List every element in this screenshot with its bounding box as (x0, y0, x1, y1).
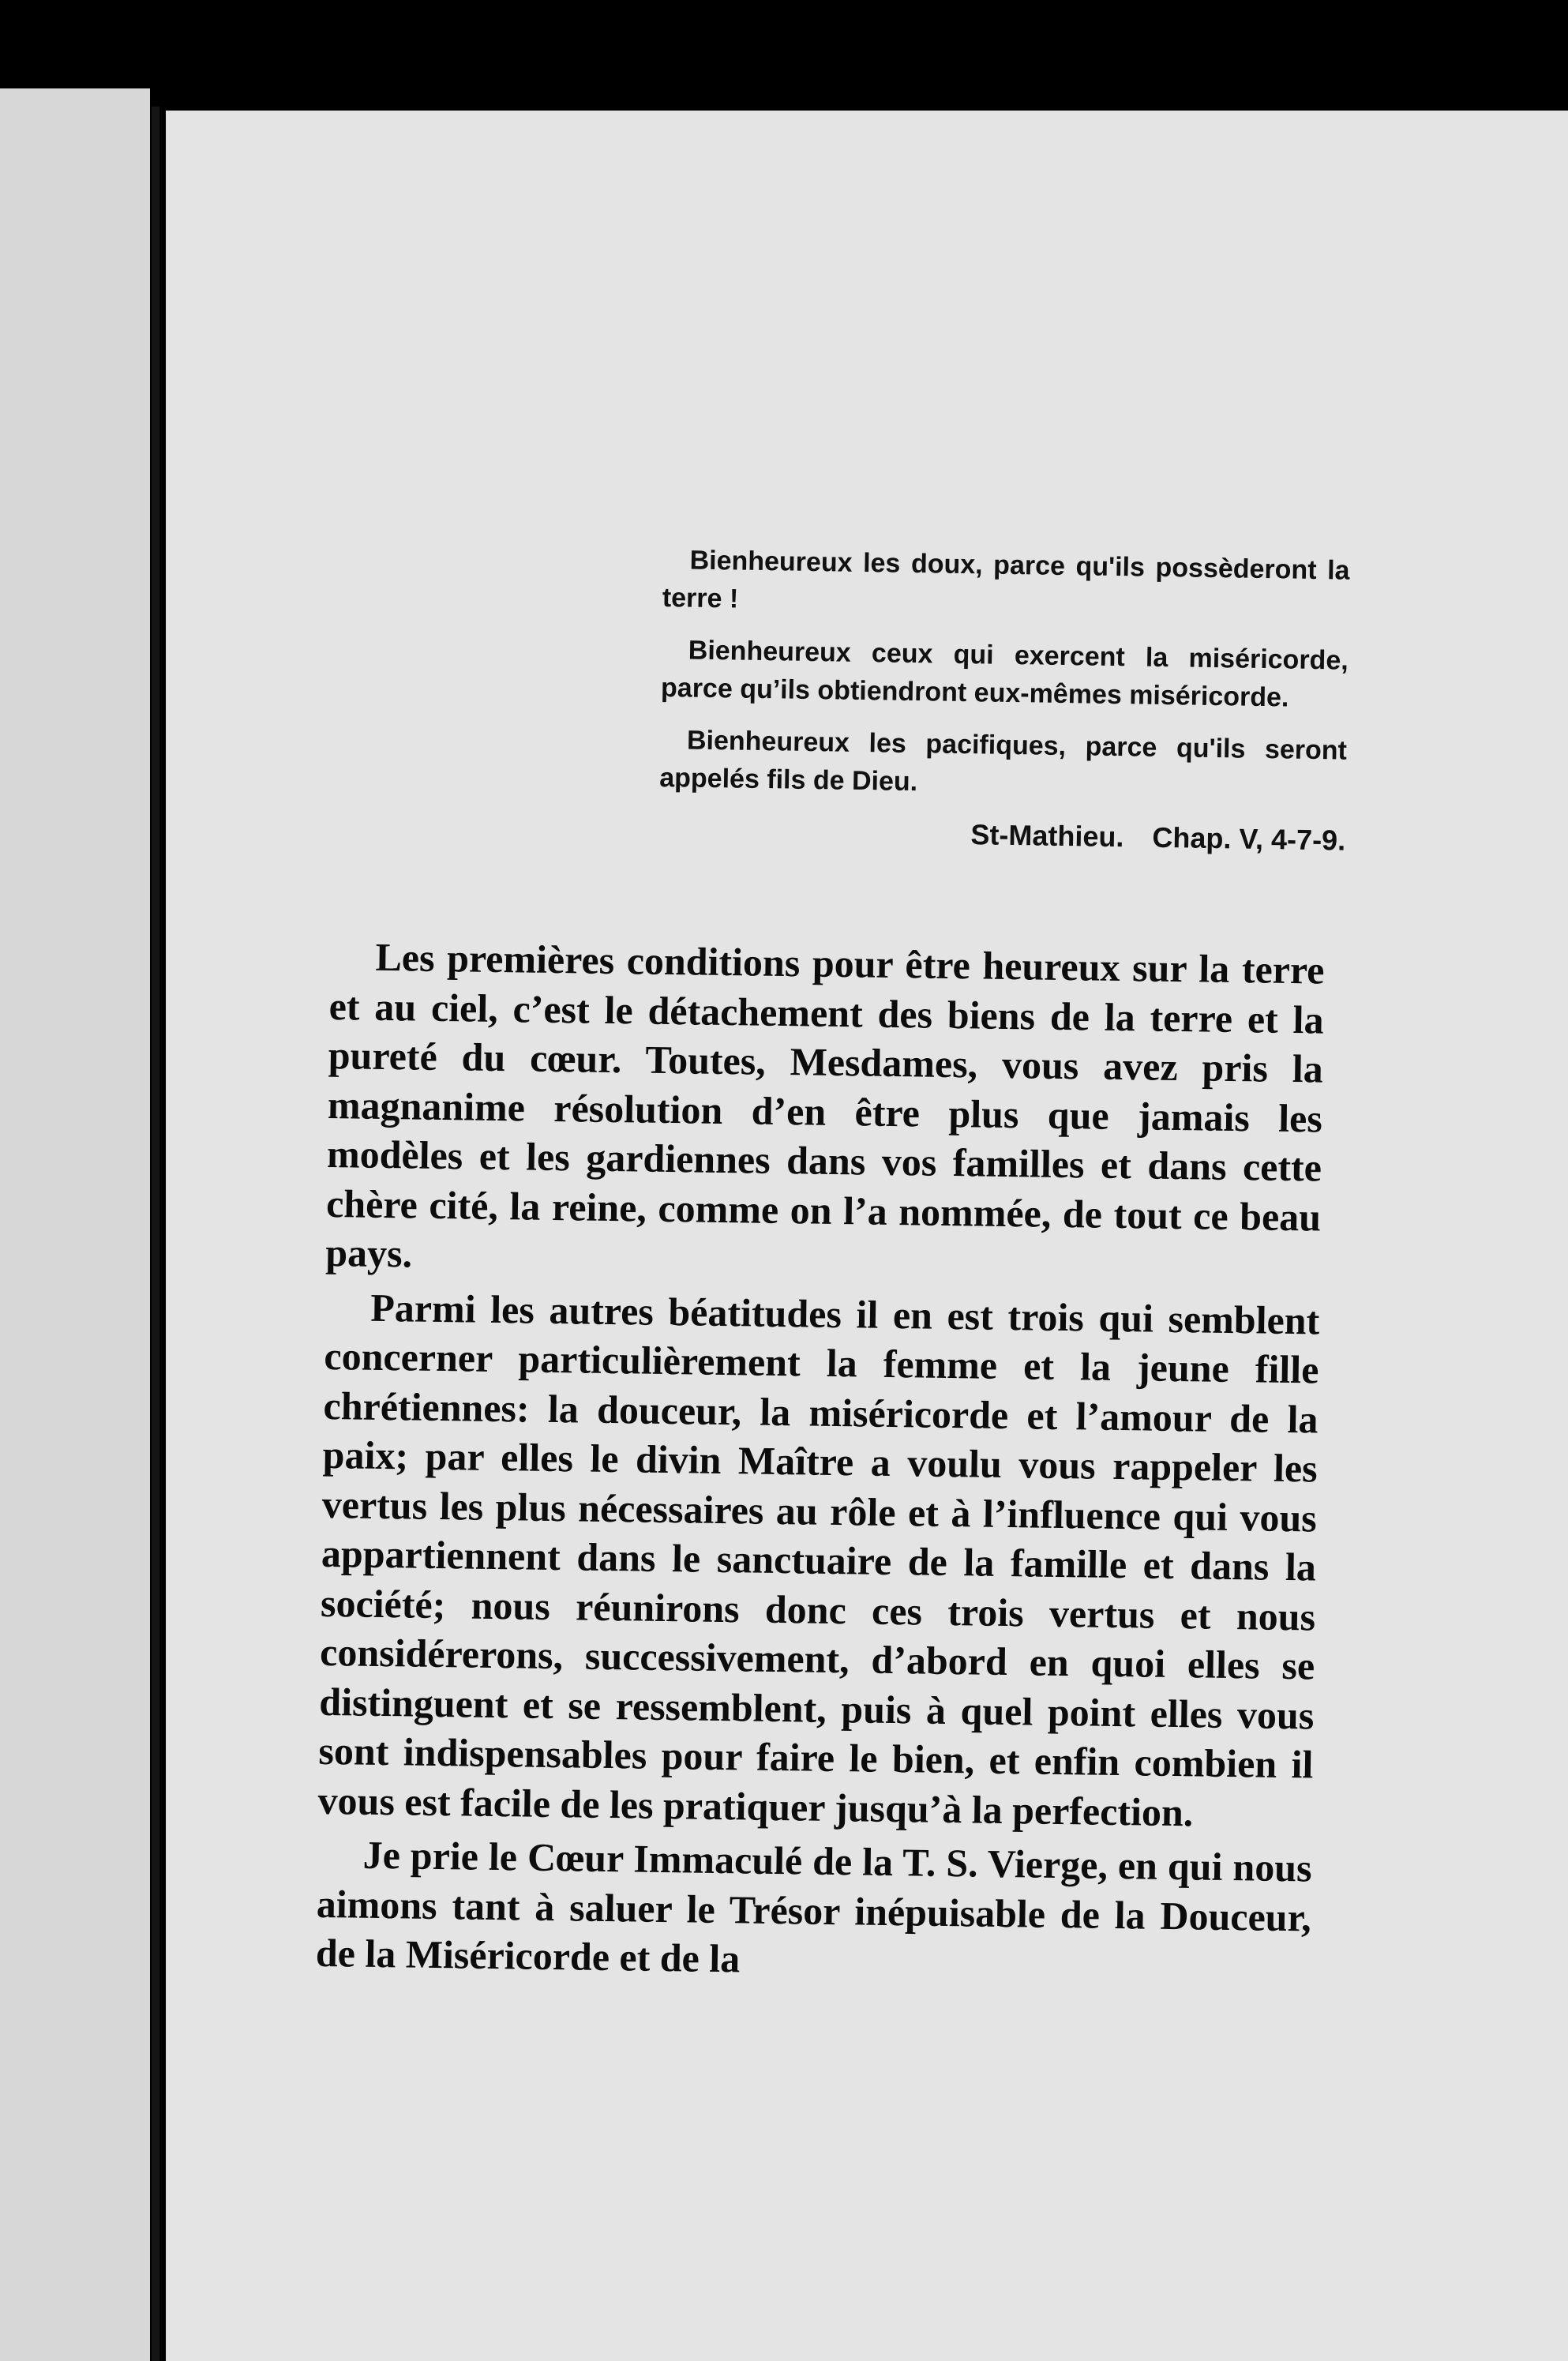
epigraph-attribution (658, 811, 1346, 860)
paragraph: Parmi les autres béatitudes il en est trois qui semblent concerner particulièrement la femme et la jeune fille chrétiennes: la douceur, la miséricorde et l’amour de la paix; par elles le divin Maître a voulu vous rappeler les vertus les plus nécessaires au rôle et à l’influence qui vous appartiennent dans le sanctuaire de la famille et dans la société; nous réunirons donc ces trois vertus et nous considérerons, successivement, d’abord en quoi elles se distinguent et se ressemblent, puis à quel point elles vous sont indispensables pour faire le bien, et enfin combien il vous est facile de les pratiquer jusqu’à la perfection. (317, 1285, 1320, 1834)
paragraph: Je prie le Cœur Immaculé de la T. S. Vierge, en qui nous aimons tant à saluer le Trésor inépuisable de la Douceur, de la Miséricorde et de la (315, 1832, 1312, 1981)
paragraph: Les premières conditions pour être heureux sur la terre et au ciel, c’est le détachement des biens de la terre et la pureté du cœur. Toutes, Mesdames, vous avez pris la magnanime résolution d’en être plus que jamais les modèles et les gardiennes dans vos familles et dans cette chère cité, la reine, comme on l’a nommée, de tout ce beau pays. (324, 934, 1325, 1276)
epigraph-chapter: Chap. V, 4-7-9. (1152, 820, 1346, 857)
adjacent-page-edge (0, 88, 150, 2361)
body-text (315, 932, 1324, 1996)
binding-gutter-line (152, 107, 159, 2361)
epigraph-verse: Bienheureux ceux qui exercent la miséricorde, parce qu’ils obtiendront eux-mêmes miséricorde. (660, 635, 1349, 713)
epigraph (658, 541, 1350, 874)
epigraph-source: St-Mathieu. (970, 818, 1124, 854)
epigraph-verse: Bienheureux les pacifiques, parce qu'ils seront appelés fils de Dieu. (658, 725, 1348, 798)
epigraph-verse: Bienheureux les doux, parce qu'ils possèderont la terre ! (662, 545, 1350, 614)
